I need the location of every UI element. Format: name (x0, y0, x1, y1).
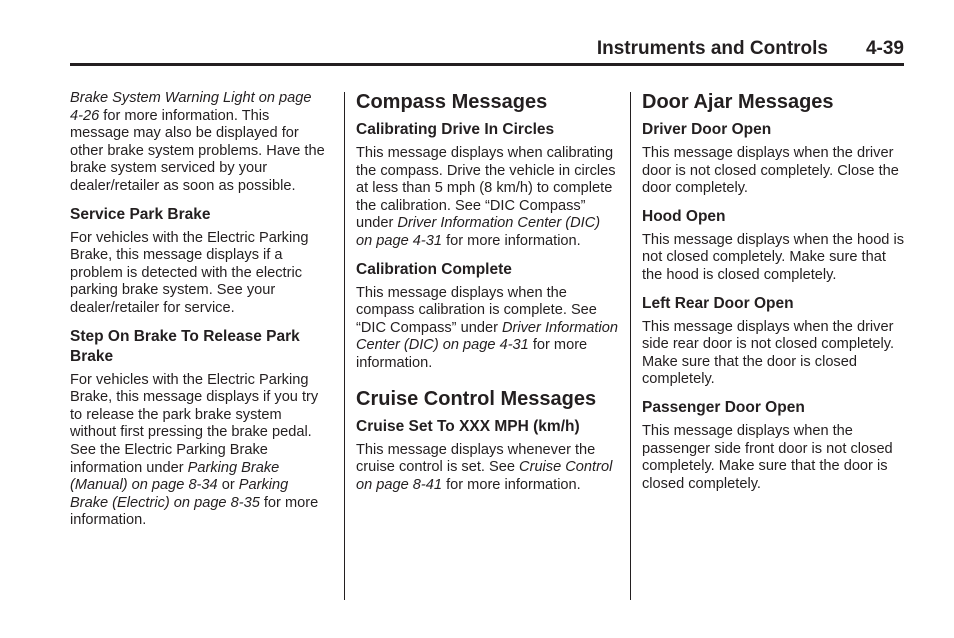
dic-link-1[interactable]: Driver Information Center (DIC) on page 4-31 (356, 215, 601, 249)
door-ajar-messages-title: Door Ajar Messages (642, 91, 834, 113)
brake-warning-paragraph (70, 90, 328, 196)
step-on-brake-text-2: or (217, 477, 239, 494)
column-divider-1 (344, 92, 345, 600)
compass-messages-title: Compass Messages (356, 91, 548, 113)
section-title: Instruments and Controls (596, 38, 828, 59)
hood-heading: Hood Open (642, 207, 726, 225)
calibration-complete-heading: Calibration Complete (356, 260, 512, 278)
calibrating-text-2: for more information. (442, 232, 581, 249)
calibrating-text-1: This message displays when calibrating the compass. Drive the vehicle in circles at less than 5 mph (8 km/h) to complete the calibration. See “DIC Compass” under (356, 145, 616, 232)
calibration-complete-text-1: This message displays when the compass calibration is complete. See “DIC Compass” under (356, 284, 597, 336)
step-on-brake-text-1: For vehicles with the Electric Parking Brake, this message displays if you try to release the park brake system without first pressing the brake pedal. See the Electric Parking Brake information under (70, 371, 319, 476)
column-3 (642, 90, 906, 493)
cruise-set-text-2: for more information. (442, 476, 581, 493)
cruise-control-link[interactable]: Cruise Control on page 8-41 (356, 459, 613, 493)
service-park-brake-heading: Service Park Brake (70, 205, 211, 223)
calibrating-heading: Calibrating Drive In Circles (356, 121, 555, 138)
passenger-door-body: This message displays when the passenger side front door is not closed completely. Make sure that the door is closed completely. (642, 422, 893, 492)
cruise-set-heading: Cruise Set To XXX MPH (km/h) (356, 417, 580, 435)
page-number: 4-39 (865, 38, 904, 59)
calibrating-body (356, 145, 618, 251)
header-rule (70, 63, 904, 66)
dic-link-2[interactable]: Driver Information Center (DIC) on page 4-31 (356, 319, 618, 354)
column-1 (70, 90, 328, 530)
cruise-control-messages-title: Cruise Control Messages (356, 387, 597, 410)
driver-door-body: This message displays when the driver door is not closed completely. Close the door completely. (642, 145, 899, 197)
driver-door-heading: Driver Door Open (642, 121, 772, 138)
parking-brake-electric-link[interactable]: Parking Brake (Electric) on page 8-35 (70, 477, 289, 511)
brake-warning-link[interactable]: Brake System Warning Light on page 4-26 (70, 90, 312, 124)
cruise-set-text-1: This message displays whenever the cruise control is set. See (356, 441, 596, 476)
column-divider-2 (630, 92, 631, 600)
step-on-brake-heading: Step On Brake To Release Park Brake (70, 327, 300, 365)
passenger-door-heading: Passenger Door Open (642, 398, 805, 416)
left-rear-door-body: This message displays when the driver side rear door is not closed completely. Make sure that the door is closed completely. (642, 318, 894, 388)
left-rear-door-heading: Left Rear Door Open (642, 294, 794, 312)
step-on-brake-text-3: for more information. (70, 494, 319, 529)
service-park-brake-body: For vehicles with the Electric Parking Brake, this message displays if a problem is detected with the electric parking brake system. See your dealer/retailer for service. (70, 229, 309, 316)
hood-body: This message displays when the hood is not closed completely. Make sure that the hood is closed completely. (642, 231, 905, 283)
step-on-brake-body (70, 372, 328, 530)
column-2 (356, 90, 618, 494)
calibration-complete-body (356, 285, 618, 373)
brake-warning-text: for more information. This message may also be displayed for other brake system problems. Have the brake system serviced by your dealer/retailer as soon as possible. (70, 107, 325, 194)
parking-brake-manual-link[interactable]: Parking Brake (Manual) on page 8-34 (70, 459, 280, 494)
cruise-set-body (356, 442, 618, 495)
calibration-complete-text-2: for more information. (356, 337, 588, 371)
